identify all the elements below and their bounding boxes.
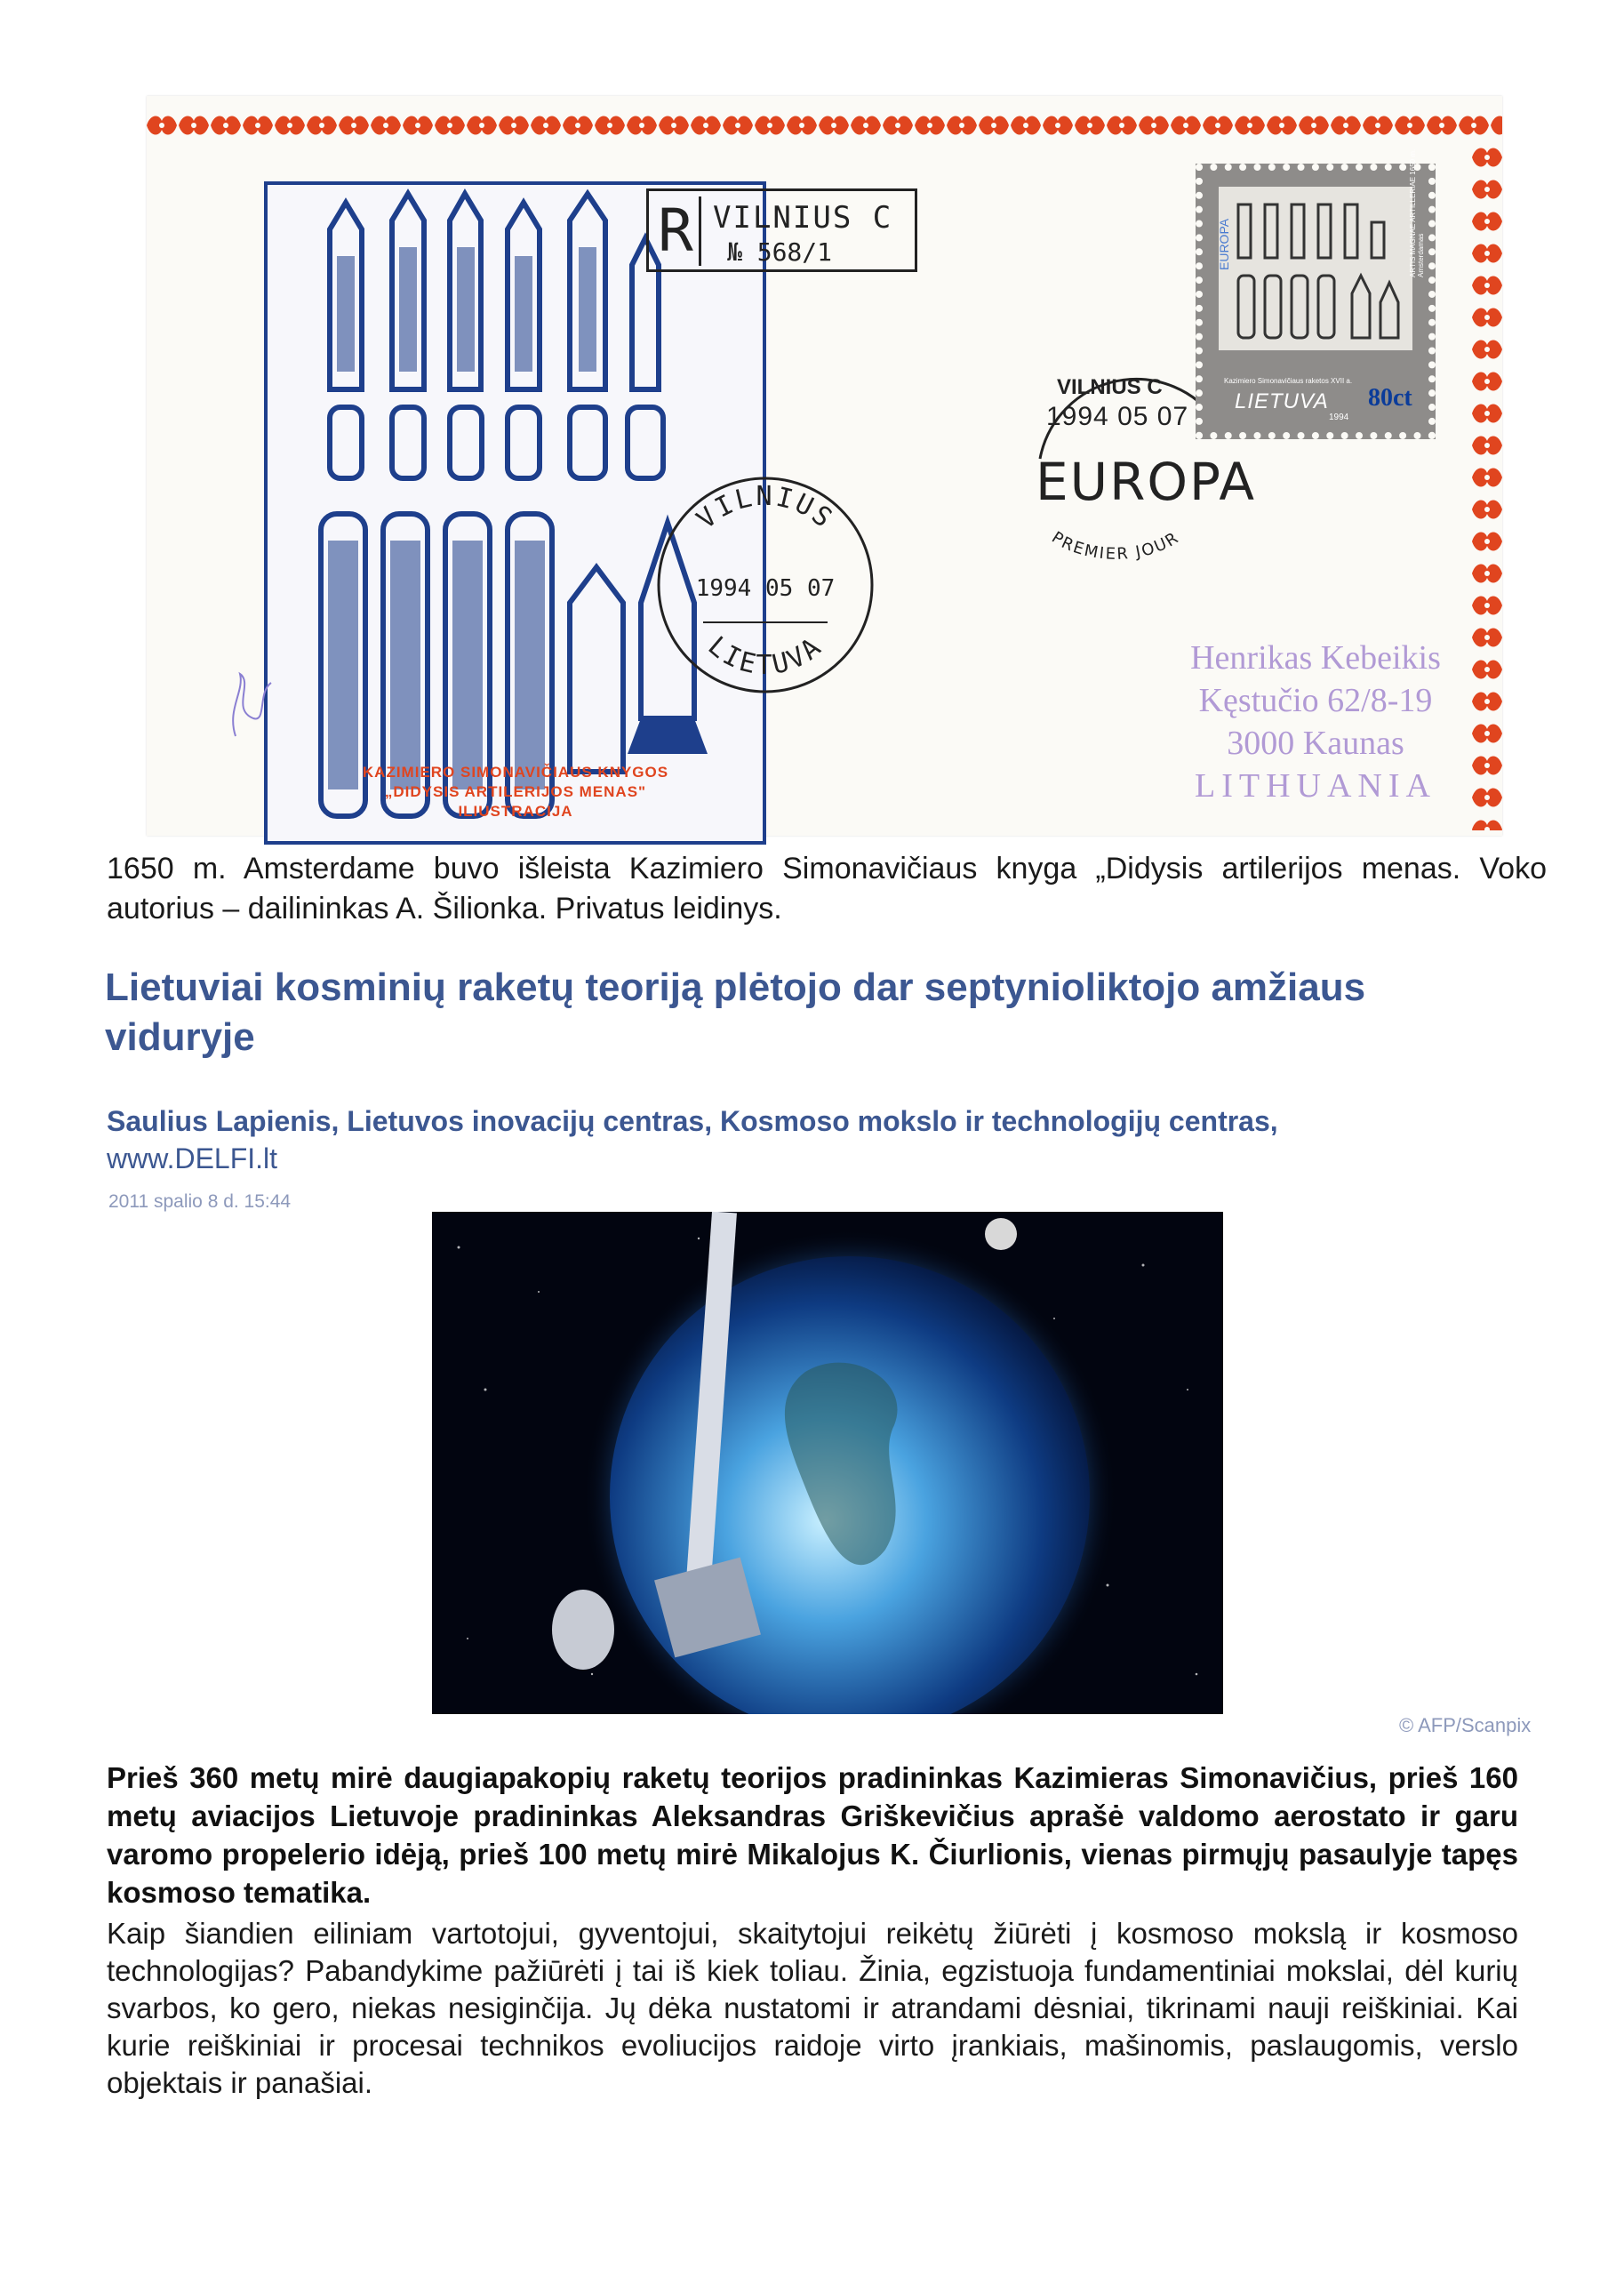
article-lead: Prieš 360 metų mirė daugiapakopių raketų teorijos pradininkas Kazimieras Simonavičius, prieš 160 metų aviacijos Lietuvoje pradininkas Aleksandras Griškevičius aprašė valdomo aerostato ir garu varomo propelerio idėją, prieš 100 metų mirė Mikalojus K. Čiurlionis, vienas pirmųjų pasaulyje tapęs kosmoso tematika.	[107, 1761, 1518, 1909]
postmark-bottom-text: LIETUVA	[701, 630, 829, 681]
postmark-vilnius	[650, 469, 881, 701]
postage-stamp	[1196, 148, 1436, 439]
svg-text:LIETUVA	[702, 630, 829, 681]
premier-jour-text	[1018, 514, 1213, 585]
svg-text:VILNIUS	[691, 481, 839, 535]
article-body: Kaip šiandien eiliniam vartotojui, gyventojui, skaitytojui reikėtų žiūrėti į kosmoso mokslą ir kosmoso technologijas? Pabandykime pažiūrėti į tai iš kiek toliau. Žinia, egzistuoja fundamentiniai mokslai, dėl kurių svarbos, ko gero, niekas nesiginčija. Jų dėka nustatomi ir atrandami dėsniai, tikrinami nauji reiškiniai. Kai kurie reiškiniai ir procesai technikos evoliucijos raidoje virto įrankiais, mašinomis, paslaugomis, verslo objektais ir panašiai.	[107, 1917, 1518, 2099]
registration-city: VILNIUS C	[713, 200, 893, 236]
registration-label	[646, 188, 917, 272]
stamp-europa: EUROPA	[1217, 218, 1231, 270]
caption-line-3: ILIUSTRACIJA	[458, 803, 573, 820]
registration-letter: R	[652, 196, 701, 266]
svg-text:PREMIER JOUR	[1048, 528, 1182, 564]
postmark-top-text: VILNIUS	[691, 481, 840, 536]
envelope	[147, 96, 1502, 836]
stamp-year: 1994	[1329, 413, 1349, 422]
address-line-3: 3000 Kaunas	[1227, 725, 1404, 762]
caption-line-1: KAZIMIERO SIMONAVIČIAUS KNYGOS	[362, 764, 669, 781]
stamp-rocket-image	[1219, 187, 1412, 350]
stamp-country: LIETUVA	[1235, 389, 1329, 413]
recipient-address	[1102, 637, 1529, 807]
address-line-1: Henrikas Kebeikis	[1190, 639, 1441, 677]
article-photo-earth-satellite	[432, 1212, 1223, 1714]
stamp-value: 80ct	[1368, 384, 1412, 412]
article-headline: Lietuviai kosminių raketų teoriją plėtojo dar septynioliktojo amžiaus viduryje	[105, 966, 1366, 1059]
article-author: Saulius Lapienis, Lietuvos inovacijų centras, Kosmoso mokslo ir technologijų centras,	[107, 1105, 1278, 1137]
article-source: www.DELFI.lt	[107, 1142, 278, 1174]
author-signature	[218, 656, 280, 745]
address-line-4: LITHUANIA	[1195, 767, 1436, 805]
stamp-small-text: Kazimiero Simonavičiaus raketos XVII a.	[1224, 377, 1353, 385]
premier-jour-label: PREMIER JOUR	[1048, 527, 1183, 564]
illustration-caption	[236, 763, 796, 821]
article-byline	[107, 1102, 1493, 1177]
stamp-side-text: ARTIS MAGNAE ARTILLERIAE 1650 m. Amsterdamas	[1409, 148, 1425, 277]
europa-logo: EUROPA	[1036, 452, 1256, 512]
envelope-caption: 1650 m. Amsterdame buvo išleista Kazimiero Simonavičiaus knyga „Didysis artilerijos menas. Voko autorius – dailininkas A. Šilionka. Privatus leidinys.	[107, 852, 1547, 926]
address-line-2: Kęstučio 62/8-19	[1198, 682, 1433, 719]
registration-number: № 568/1	[727, 237, 833, 267]
caption-line-2: „DIDYSIS ARTILERIJOS MENAS"	[384, 783, 647, 800]
article-date: 2011 spalio 8 d. 15:44	[108, 1191, 292, 1212]
europa-postmark-date: 1994 05 07	[1046, 402, 1189, 431]
ornamental-border-top	[147, 110, 1502, 140]
photo-credit: © AFP/Scanpix	[1399, 1714, 1532, 1736]
europa-postmark-city: VILNIUS C	[1057, 375, 1163, 399]
postmark-date: 1994 05 07	[695, 575, 836, 602]
